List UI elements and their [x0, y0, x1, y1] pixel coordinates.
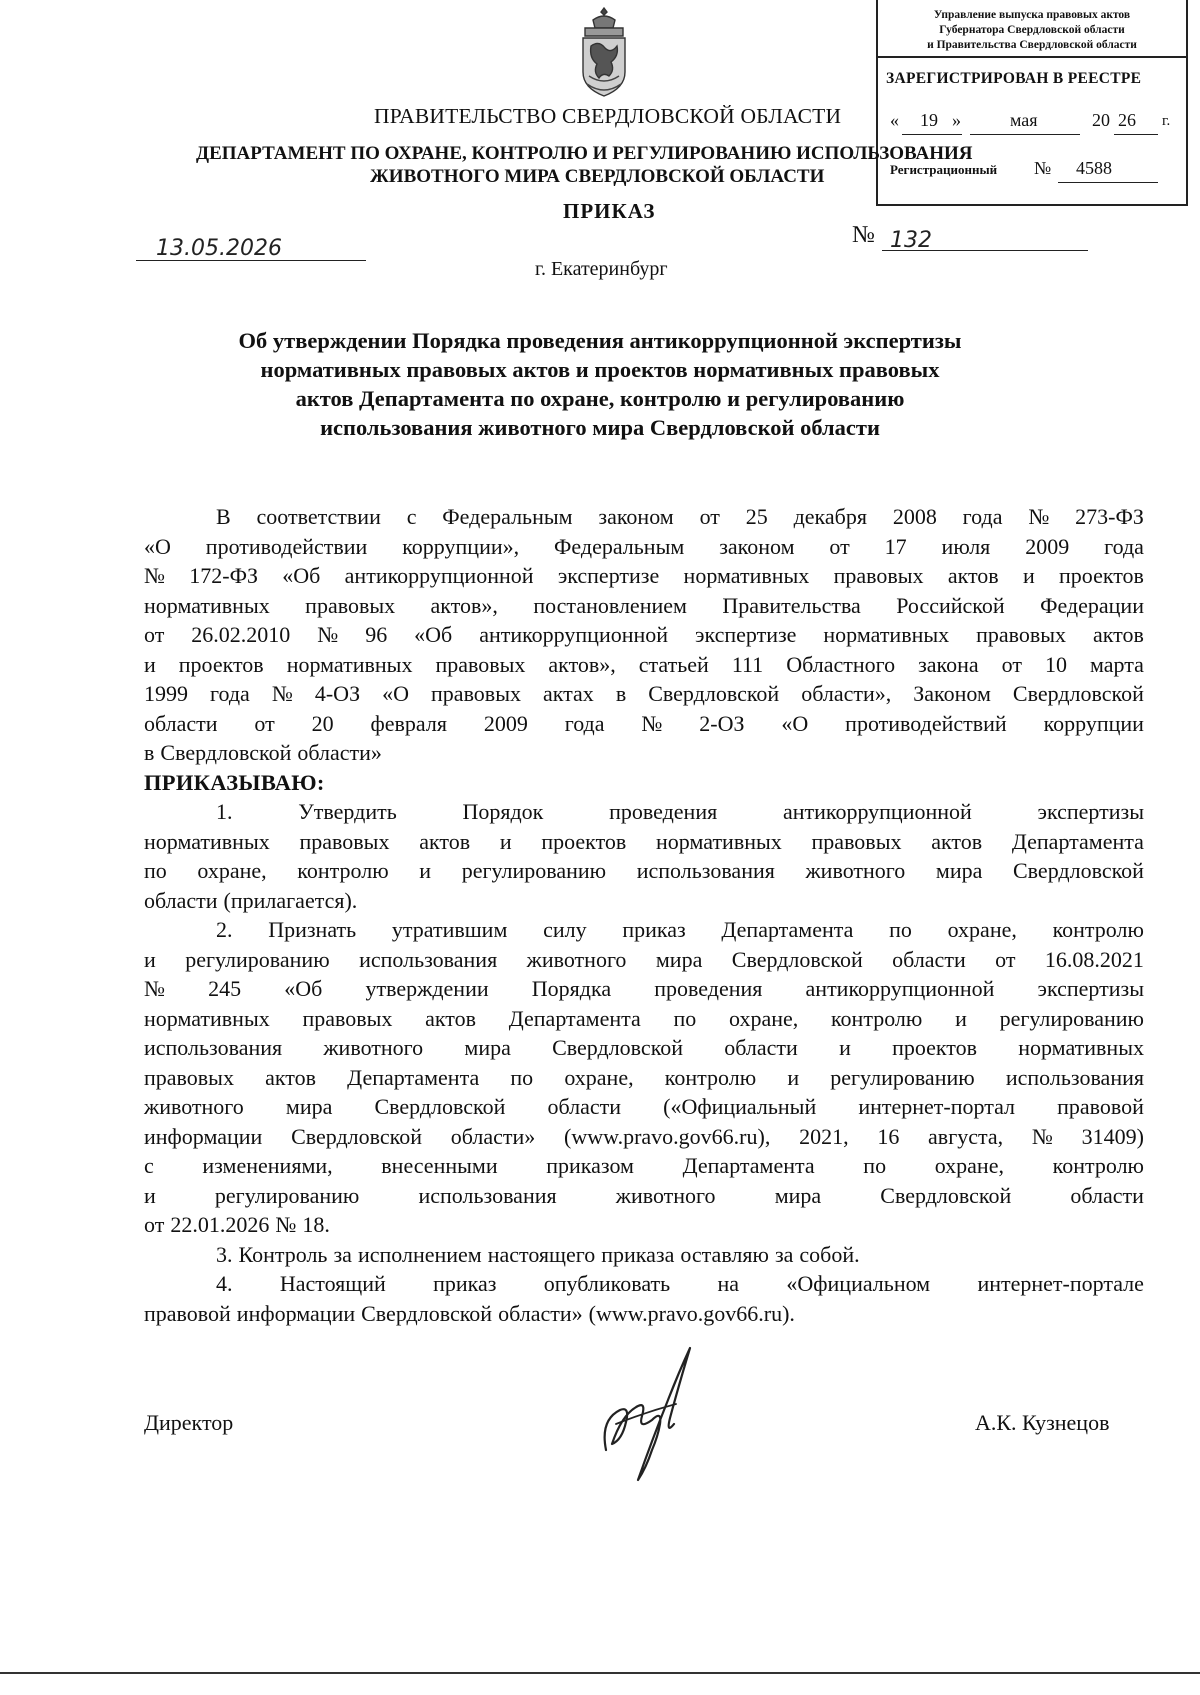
- word: проектов: [892, 1035, 977, 1060]
- body-line: [144, 591, 1144, 621]
- word: «О: [144, 533, 171, 559]
- word: в: [144, 740, 155, 765]
- word: Правительства: [722, 592, 861, 618]
- word: противодействий: [845, 710, 1007, 736]
- word: экспертизы: [1037, 799, 1144, 824]
- word: 2009: [1025, 533, 1070, 559]
- word: области: [724, 1035, 798, 1060]
- title-line: Об утверждении Порядка проведения антикоррупционной экспертизы: [238, 328, 962, 353]
- word: Законом: [913, 681, 991, 706]
- word: области»,: [801, 681, 892, 706]
- order-number-sign: №: [852, 222, 875, 248]
- word: нормативных: [1018, 1035, 1144, 1060]
- word: области»: [450, 1123, 536, 1149]
- word: «Об: [282, 563, 321, 588]
- word: нормативных: [823, 622, 950, 647]
- word: 16.08.2021: [1044, 946, 1144, 972]
- word: 2021,: [799, 1123, 849, 1149]
- order-item-3: [144, 1240, 1144, 1270]
- body-line: [144, 532, 1144, 562]
- stamp-header: [878, 0, 1186, 58]
- stamp-date-row: [886, 110, 1182, 136]
- word: проведения: [609, 799, 718, 824]
- word: и: [419, 858, 432, 883]
- signatory-role: Директор: [144, 1410, 234, 1435]
- word: актов: [265, 1064, 316, 1090]
- word: 172-ФЗ: [189, 563, 259, 588]
- body-line: [144, 915, 1144, 945]
- word: приказ: [433, 1271, 497, 1296]
- word: правовых: [431, 681, 521, 706]
- word: 2.: [216, 917, 233, 942]
- word: и: [144, 946, 156, 972]
- stamp-year-prefix: 20: [1092, 110, 1110, 130]
- word: 96: [365, 622, 388, 647]
- word: актов: [425, 1005, 477, 1031]
- word: от: [1001, 651, 1022, 677]
- word: мира: [655, 946, 703, 972]
- word: Контроль: [238, 1241, 328, 1267]
- preamble-paragraph: [144, 502, 1144, 768]
- word: Департамента: [347, 1064, 480, 1090]
- word: Утвердить: [298, 799, 397, 824]
- body-line: [144, 1181, 1144, 1211]
- page-bottom-rule: [0, 1672, 1200, 1674]
- body-line: [144, 1299, 1144, 1329]
- word: мира: [774, 1182, 822, 1208]
- word: животного: [144, 1094, 244, 1119]
- body-line: [144, 974, 1144, 1004]
- word: регулированию: [461, 858, 607, 883]
- word: области: [144, 887, 218, 913]
- word: внесенными: [381, 1153, 498, 1178]
- word: (прилагается).: [223, 887, 358, 913]
- word: силу: [543, 917, 587, 942]
- body-line: [144, 1269, 1144, 1299]
- stamp-reg-number: 4588: [1076, 158, 1112, 178]
- word: Свердловской: [160, 740, 292, 765]
- body-line: [144, 650, 1144, 680]
- body-line: [144, 1033, 1144, 1063]
- word: актах: [543, 681, 594, 706]
- word: и: [499, 828, 512, 854]
- city-line: г. Екатеринбург: [535, 258, 668, 280]
- word: Свердловской: [1013, 858, 1144, 883]
- word: февраля: [370, 710, 447, 736]
- word: №: [271, 681, 293, 706]
- word: «Об: [284, 976, 323, 1001]
- document-title: [140, 326, 1060, 442]
- word: по: [673, 1005, 697, 1031]
- word: проведения: [654, 976, 763, 1001]
- word: животного: [526, 946, 627, 972]
- word: Настоящий: [279, 1271, 386, 1296]
- word: актов: [419, 828, 471, 854]
- word: 26.02.2010: [191, 622, 291, 647]
- word: исполнением: [357, 1241, 482, 1267]
- word: за: [333, 1241, 352, 1267]
- word: («Официальный: [663, 1094, 817, 1119]
- word: информации: [236, 1300, 356, 1326]
- word: актов: [1093, 622, 1144, 647]
- body-line: [144, 856, 1144, 886]
- word: актов»,: [430, 592, 498, 618]
- word: использования: [418, 1182, 557, 1208]
- word: охране,: [197, 858, 267, 883]
- word: 10: [1045, 651, 1067, 677]
- word: №: [144, 563, 165, 588]
- word: от: [699, 504, 720, 529]
- word: постановлением: [533, 592, 687, 618]
- word: Департамента: [508, 1005, 641, 1031]
- word: интернет-портале: [977, 1271, 1144, 1296]
- word: нормативных: [286, 651, 413, 677]
- word: мира: [464, 1035, 511, 1060]
- word: статьей: [638, 651, 709, 677]
- word: антикоррупционной: [782, 799, 972, 824]
- word: и: [1022, 563, 1035, 588]
- word: в: [615, 681, 627, 706]
- word: области: [547, 1094, 622, 1119]
- word: коррупции»,: [402, 533, 520, 559]
- word: 111: [731, 651, 764, 677]
- word: животного: [323, 1035, 424, 1060]
- word: 2009: [483, 710, 528, 736]
- word: и: [144, 1182, 156, 1208]
- word: приказа: [601, 1241, 675, 1267]
- word: «Об: [414, 622, 453, 647]
- word: Областного: [786, 651, 896, 677]
- body-line: [144, 1210, 1144, 1240]
- word: с: [406, 504, 417, 529]
- word: контролю: [664, 1064, 757, 1090]
- word: В: [216, 504, 231, 529]
- word: противодействии: [205, 533, 368, 559]
- handwritten-signature: [586, 1340, 696, 1490]
- word: года: [1104, 533, 1144, 559]
- stamp-year-suffix: 26: [1118, 110, 1136, 130]
- word: 1.: [216, 799, 233, 824]
- stamp-reg-label: Регистрационный: [890, 162, 998, 177]
- word: области»: [297, 740, 382, 765]
- word: проектов: [541, 828, 627, 854]
- word: контролю: [1052, 1153, 1144, 1178]
- title-line: использования животного мира Свердловской области: [320, 415, 880, 440]
- word: экспертизе: [557, 563, 660, 588]
- stamp-quote-open: «: [890, 110, 899, 130]
- word: и: [787, 1064, 800, 1090]
- body-line: [144, 1151, 1144, 1181]
- word: правовой: [1057, 1094, 1144, 1119]
- word: 2008: [892, 504, 937, 529]
- stamp-header-line: и Правительства Свердловской области: [927, 39, 1137, 51]
- body-line: [144, 1122, 1144, 1152]
- word: Федеральным: [442, 504, 573, 529]
- word: оставляю: [680, 1241, 769, 1267]
- word: животного: [615, 1182, 716, 1208]
- word: антикоррупционной: [479, 622, 669, 647]
- word: №: [1031, 1123, 1053, 1149]
- word: нормативных: [683, 563, 810, 588]
- word: №: [641, 710, 663, 736]
- word: года: [210, 681, 250, 706]
- word: области: [892, 946, 966, 972]
- word: контролю: [1052, 917, 1144, 942]
- stamp-quote-close: »: [952, 110, 961, 130]
- word: года: [962, 504, 1003, 529]
- word: использования: [359, 946, 498, 972]
- title-line: актов Департамента по охране, контролю и регулированию: [295, 386, 905, 411]
- word: Департамента: [721, 917, 854, 942]
- word: августа,: [928, 1123, 1004, 1149]
- word: 245: [208, 976, 242, 1001]
- signatory-name: А.К. Кузнецов: [975, 1410, 1110, 1435]
- word: правовых: [305, 592, 396, 618]
- word: от: [144, 1212, 165, 1237]
- word: регулированию: [830, 1064, 975, 1090]
- word: законом: [598, 504, 674, 529]
- word: использования: [1005, 1064, 1144, 1090]
- word: Свердловской: [374, 1094, 506, 1119]
- word: 31409): [1081, 1123, 1144, 1149]
- word: настоящего: [487, 1241, 596, 1267]
- body-line: [144, 1063, 1144, 1093]
- body-line: [144, 709, 1144, 739]
- word: 1999: [144, 681, 188, 706]
- word: регулированию: [185, 946, 330, 972]
- word: нормативных: [144, 828, 270, 854]
- word: №: [1028, 504, 1050, 529]
- word: утратившим: [391, 917, 508, 942]
- word: и: [955, 1005, 967, 1031]
- word: по: [144, 858, 167, 883]
- word: Свердловской: [291, 1123, 423, 1149]
- word: 3.: [216, 1241, 233, 1267]
- word: Российской: [896, 592, 1005, 618]
- body-line: [144, 679, 1144, 709]
- word: с: [144, 1153, 154, 1178]
- title-line: нормативных правовых актов и проектов нормативных правовых: [260, 357, 940, 382]
- stamp-month: мая: [1010, 110, 1038, 130]
- word: 18.: [302, 1212, 330, 1237]
- word: марта: [1090, 651, 1144, 677]
- body-line: [144, 827, 1144, 857]
- word: нормативных: [656, 828, 782, 854]
- word: года: [564, 710, 605, 736]
- word: использования: [636, 858, 775, 883]
- word: соответствии: [256, 504, 381, 529]
- word: приказ: [622, 917, 686, 942]
- word: охране,: [729, 1005, 799, 1031]
- word: нормативных: [144, 592, 270, 618]
- word: правовой: [144, 1300, 231, 1326]
- word: Свердловской: [552, 1035, 684, 1060]
- word: по: [889, 917, 912, 942]
- orders-heading: ПРИКАЗЫВАЮ:: [144, 769, 325, 795]
- stamp-header-line: Губернатора Свердловской области: [939, 24, 1125, 36]
- word: правовых: [435, 651, 526, 677]
- word: области»: [498, 1300, 583, 1326]
- word: по: [510, 1064, 534, 1090]
- word: на: [717, 1271, 740, 1296]
- word: от: [995, 946, 1016, 972]
- word: охране,: [947, 917, 1017, 942]
- word: Свердловской: [648, 681, 780, 706]
- word: утверждении: [365, 976, 489, 1001]
- word: №: [144, 976, 165, 1001]
- word: 22.01.2026: [170, 1212, 270, 1237]
- stamp-day: 19: [920, 110, 938, 130]
- word: законом: [719, 533, 795, 559]
- order-date-handwritten: 13.05.2026: [156, 236, 282, 261]
- order-number-handwritten: 132: [890, 228, 932, 253]
- stamp-year-unit: г.: [1162, 113, 1171, 129]
- word: «Официальном: [786, 1271, 931, 1296]
- order-item-4: [144, 1269, 1144, 1328]
- stamp-number-sign: №: [1034, 158, 1052, 178]
- word: животного: [805, 858, 906, 883]
- word: Свердловской: [361, 1300, 493, 1326]
- word: «О: [781, 710, 809, 736]
- order-item-2: [144, 915, 1144, 1240]
- word: правовых: [299, 828, 390, 854]
- word: Федеральным: [554, 533, 685, 559]
- body-line: [144, 738, 1144, 768]
- word: области: [1070, 1182, 1144, 1208]
- word: Свердловской: [731, 946, 863, 972]
- body-line: [144, 1240, 1144, 1270]
- word: охране,: [934, 1153, 1004, 1178]
- department-title-line2: ЖИВОТНОГО МИРА СВЕРДЛОВСКОЙ ОБЛАСТИ: [370, 166, 825, 187]
- word: правовых: [302, 1005, 393, 1031]
- word: правовых: [144, 1064, 234, 1090]
- word: 20: [311, 710, 334, 736]
- word: экспертизе: [695, 622, 797, 647]
- word: актов: [931, 828, 983, 854]
- word: декабря: [793, 504, 867, 529]
- word: проектов: [1059, 563, 1144, 588]
- word: актов: [947, 563, 999, 588]
- word: от: [254, 710, 275, 736]
- word: проектов: [178, 651, 264, 677]
- word: 17: [884, 533, 907, 559]
- word: Порядка: [531, 976, 612, 1001]
- word: Департамента: [1011, 828, 1144, 854]
- word: 25: [745, 504, 768, 529]
- word: и: [839, 1035, 851, 1060]
- word: 2-ОЗ: [699, 710, 745, 736]
- word: Порядок: [462, 799, 544, 824]
- word: июля: [941, 533, 991, 559]
- document-body: [144, 502, 1144, 1328]
- word: опубликовать: [543, 1271, 671, 1296]
- word: правовых: [811, 828, 902, 854]
- word: актов»,: [548, 651, 616, 677]
- word: правовых: [976, 622, 1067, 647]
- word: 16: [877, 1123, 900, 1149]
- word: Департамента: [682, 1153, 815, 1178]
- stamp-header-line: Управление выпуска правовых актов: [933, 9, 1131, 21]
- word: регулированию: [214, 1182, 360, 1208]
- word: №: [275, 1212, 297, 1237]
- word: Признать: [268, 917, 357, 942]
- word: коррупции: [1043, 710, 1144, 736]
- body-line: [144, 1092, 1144, 1122]
- body-line: [144, 945, 1144, 975]
- word: контролю: [297, 858, 389, 883]
- orders-heading-line: [144, 768, 1144, 798]
- stamp-registered-label: ЗАРЕГИСТРИРОВАН В РЕЕСТРЕ: [886, 70, 1142, 87]
- word: контролю: [830, 1005, 923, 1031]
- word: за: [774, 1241, 794, 1267]
- word: Свердловской: [880, 1182, 1012, 1208]
- word: собой.: [799, 1241, 860, 1267]
- word: мира: [285, 1094, 333, 1119]
- department-title-line1: ДЕПАРТАМЕНТ ПО ОХРАНЕ, КОНТРОЛЮ И РЕГУЛИРОВАНИЮ ИСПОЛЬЗОВАНИЯ: [196, 143, 973, 164]
- body-line: [144, 886, 1144, 916]
- body-line: [144, 620, 1144, 650]
- word: мира: [935, 858, 983, 883]
- word: «О: [382, 681, 410, 706]
- word: и: [144, 651, 156, 677]
- coat-of-arms-emblem: [577, 6, 631, 102]
- word: закона: [918, 651, 979, 677]
- word: №: [317, 622, 339, 647]
- body-line: [144, 561, 1144, 591]
- word: охране,: [564, 1064, 634, 1090]
- body-line: [144, 502, 1144, 532]
- registry-stamp: [876, 0, 1188, 206]
- word: 4.: [216, 1271, 233, 1296]
- word: использования: [144, 1035, 283, 1060]
- word: интернет-портал: [858, 1094, 1016, 1119]
- word: информации: [144, 1123, 263, 1149]
- word: нормативных: [144, 1005, 270, 1031]
- word: по: [863, 1153, 887, 1178]
- word: (www.pravo.gov66.ru).: [588, 1300, 795, 1326]
- order-heading: ПРИКАЗ: [563, 199, 656, 223]
- word: от: [829, 533, 850, 559]
- word: 4-ОЗ: [314, 681, 361, 706]
- word: 273-ФЗ: [1075, 504, 1144, 529]
- word: антикоррупционной: [344, 563, 534, 588]
- body-line: [144, 1004, 1144, 1034]
- body-line: [144, 797, 1144, 827]
- word: экспертизы: [1037, 976, 1144, 1001]
- word: антикоррупционной: [805, 976, 995, 1001]
- word: Свердловской: [1012, 681, 1144, 706]
- word: (www.pravo.gov66.ru),: [564, 1123, 771, 1149]
- government-title: ПРАВИТЕЛЬСТВО СВЕРДЛОВСКОЙ ОБЛАСТИ: [374, 104, 842, 128]
- order-item-1: [144, 797, 1144, 915]
- word: правовых: [833, 563, 924, 588]
- word: приказом: [546, 1153, 634, 1178]
- word: Федерации: [1040, 592, 1144, 618]
- word: регулированию: [999, 1005, 1144, 1031]
- word: изменениями,: [202, 1153, 333, 1178]
- word: от: [144, 622, 165, 647]
- word: области: [144, 710, 218, 736]
